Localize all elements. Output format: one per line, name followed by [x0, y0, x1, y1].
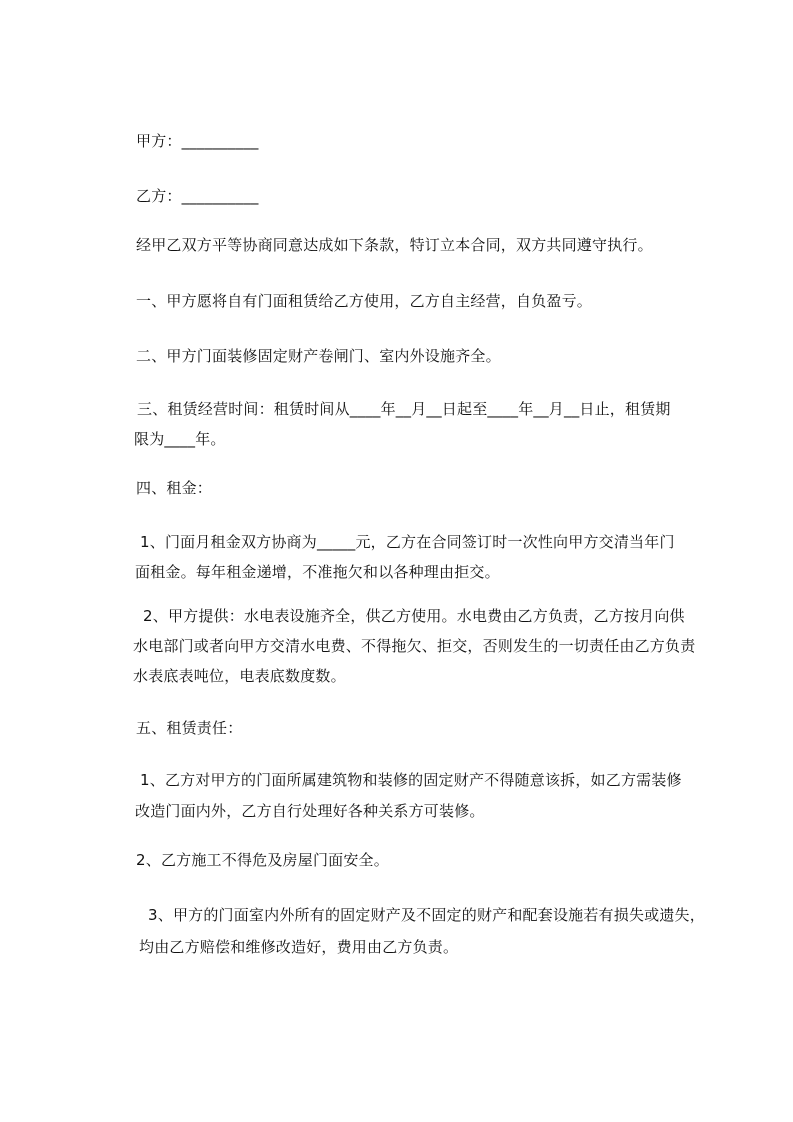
- clause-5-item-1-line-2: 改造门面内外，乙方自行处理好各种关系方可装修。: [135, 802, 485, 820]
- clause-1: 一、甲方愿将自有门面租赁给乙方使用，乙方自主经营，自负盈亏。: [136, 292, 593, 310]
- clause-4-item-1-line-1: 1、门面月租金双方协商为_____元，乙方在合同签订时一次性向甲方交清当年门: [140, 533, 675, 551]
- clause-4-item-2-line-1: 2、甲方提供：水电表设施齐全，供乙方使用。水电费由乙方负责，乙方按月向供: [143, 607, 685, 625]
- clause-5-item-1: [135, 765, 750, 827]
- clause-5-item-2: 2、乙方施工不得危及房屋门面安全。: [136, 851, 389, 869]
- clause-5-item-3-line-2: 均由乙方赔偿和维修改造好，费用由乙方负责。: [139, 938, 459, 956]
- clause-5-heading: 五、租赁责任：: [136, 719, 243, 737]
- clause-4-item-1: [135, 527, 750, 587]
- clause-4-item-1-line-2: 面租金。每年租金递增，不准拖欠和以各种理由拒交。: [135, 563, 500, 581]
- clause-5-item-3: [139, 899, 758, 963]
- party-b-line: 乙方：__________: [136, 187, 259, 205]
- clause-5-item-3-line-1: 3、甲方的门面室内外所有的固定财产及不固定的财产和配套设施若有损失或遗失，: [148, 906, 705, 924]
- clause-4-heading: 四、租金：: [136, 479, 213, 497]
- clause-5-item-1-line-1: 1、乙方对甲方的门面所属建筑物和装修的固定财产不得随意该拆，如乙方需装修: [140, 771, 682, 789]
- clause-4-item-2: [133, 601, 753, 691]
- clause-3-line-2: 限为____年。: [134, 430, 226, 448]
- intro-paragraph: 经甲乙双方平等协商同意达成如下条款，特订立本合同，双方共同遵守执行。: [136, 236, 653, 254]
- clause-3: [134, 394, 747, 454]
- clause-4-item-2-line-2: 水电部门或者向甲方交清水电费、不得拖欠、拒交，否则发生的一切责任由乙方负责: [133, 637, 696, 655]
- clause-3-line-1: 三、租赁经营时间：租赁时间从____年__月__日起至____年__月__日止，租赁期: [137, 400, 671, 418]
- party-a-line: 甲方：__________: [136, 132, 259, 150]
- clause-2: 二、甲方门面装修固定财产卷闸门、室内外设施齐全。: [136, 347, 501, 365]
- clause-4-item-2-line-3: 水表底表吨位，电表底数度数。: [133, 667, 346, 685]
